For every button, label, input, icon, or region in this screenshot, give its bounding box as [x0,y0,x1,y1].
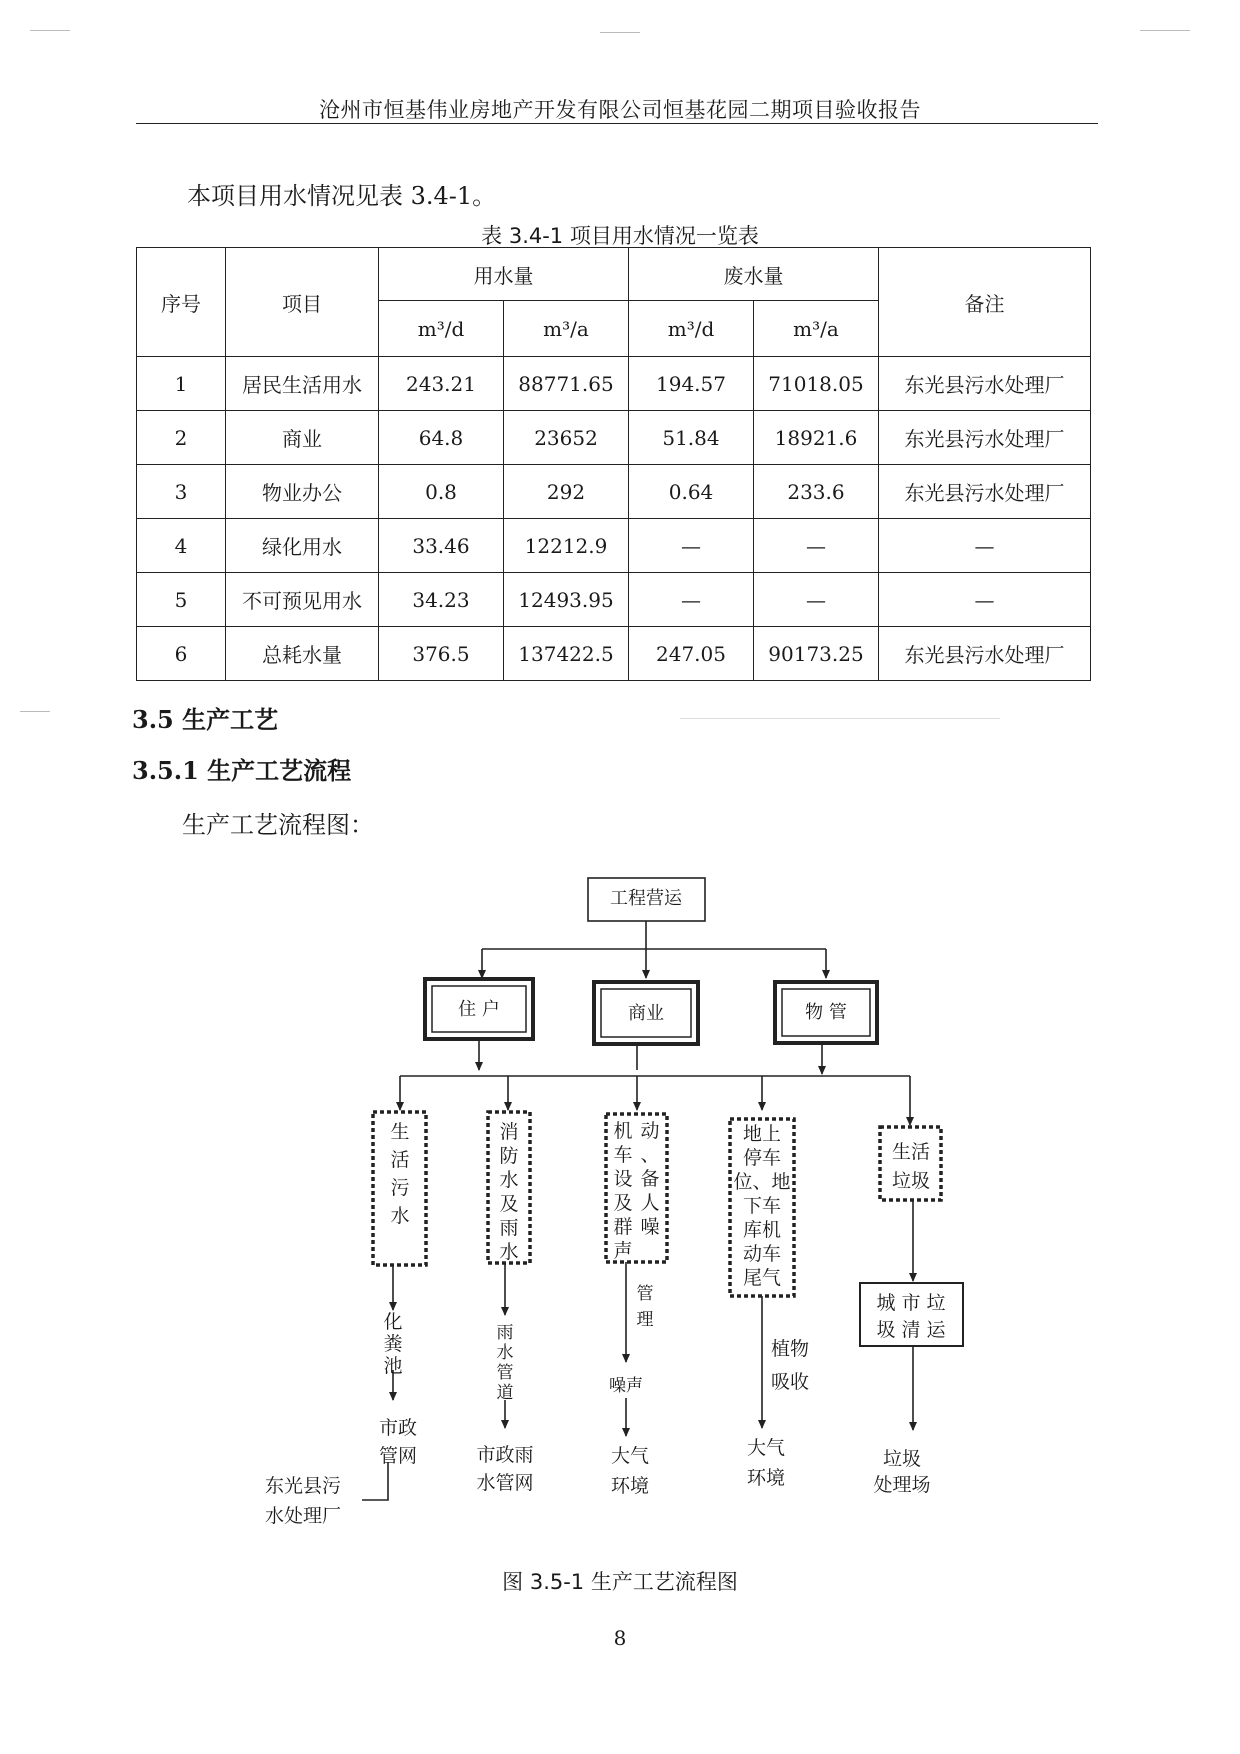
cell-waste-day: 51.84 [629,411,754,465]
source-text: 地上 [742,1123,782,1145]
header-no: 序号 [137,248,226,357]
table-row [137,357,1091,411]
header-remark: 备注 [879,248,1091,357]
step-text: 粪 [383,1333,403,1355]
flowchart-intro: 生产工艺流程图： [182,811,374,839]
cell-item: 绿化用水 [226,519,379,573]
dest-text: 市政 [378,1417,418,1439]
cell-waste-day: — [629,573,754,627]
step-text: 管 [496,1363,514,1383]
residents-label: 住 户 [458,999,500,1020]
dest-text: 垃圾 [882,1448,922,1470]
cell-no: 2 [137,411,226,465]
dest-text: 市政雨 [476,1444,534,1466]
cell-waste-day: 194.57 [629,357,754,411]
cell-waste-year: — [754,573,879,627]
scan-mark [600,32,640,33]
source-text: 及 [499,1193,519,1215]
source-text: 位、地 [733,1171,791,1193]
scan-mark [680,718,1000,719]
source-text: 设 [613,1168,633,1190]
step-text: 池 [383,1355,403,1377]
source-text: 机 [613,1120,633,1142]
table-row [137,519,1091,573]
cell-remark: 东光县污水处理厂 [879,411,1091,465]
step-text: 圾 清 运 [876,1319,946,1341]
step-text: 植物 [770,1338,810,1360]
scan-mark [20,711,50,712]
step-text: 雨 [496,1323,514,1343]
cell-use-day: 376.5 [379,627,504,681]
section-heading-3-5: 3.5 生产工艺 [132,705,279,734]
step-text: 管 [636,1284,654,1304]
source-text: 噪 [640,1216,660,1238]
source-text: 备 [640,1168,660,1190]
root-label: 工程营运 [610,888,682,909]
source-text: 群 [613,1216,633,1238]
cell-use-year: 88771.65 [504,357,629,411]
dest-text: 东光县污 [264,1475,342,1497]
cell-use-day: 243.21 [379,357,504,411]
source-text: 车 [613,1144,633,1166]
source-text: 声 [613,1240,633,1262]
intro-paragraph: 本项目用水情况见表 3.4-1。 [187,182,497,210]
table-row [137,627,1091,681]
cell-no: 4 [137,519,226,573]
source-text: 垃圾 [891,1170,931,1192]
cell-use-day: 34.23 [379,573,504,627]
cell-waste-year: 18921.6 [754,411,879,465]
cell-remark: — [879,519,1091,573]
cell-remark: 东光县污水处理厂 [879,627,1091,681]
header-water-use: 用水量 [379,248,629,301]
cell-waste-day: — [629,519,754,573]
cell-item: 物业办公 [226,465,379,519]
step-text: 道 [496,1383,514,1403]
cell-no: 3 [137,465,226,519]
source-text: 防 [499,1145,519,1167]
cell-waste-year: 233.6 [754,465,879,519]
dest-text: 处理场 [873,1474,931,1496]
cell-use-year: 23652 [504,411,629,465]
dest-text: 大气 [610,1445,650,1467]
source-text: 、 [640,1144,660,1166]
mid-text: 噪声 [609,1376,643,1396]
cell-use-day: 0.8 [379,465,504,519]
source-text: 动车 [742,1243,782,1265]
cell-waste-day: 247.05 [629,627,754,681]
cell-use-year: 12493.95 [504,573,629,627]
scan-mark [1140,30,1190,31]
header-unit-day: m³/d [379,301,504,357]
source-text: 水 [499,1241,519,1263]
water-use-table [136,247,1091,681]
cell-use-year: 292 [504,465,629,519]
source-text: 活 [390,1149,410,1171]
commerce-label: 商业 [628,1003,664,1024]
source-text: 动 [640,1120,660,1142]
step-text: 化 [383,1311,403,1333]
cell-no: 1 [137,357,226,411]
step-text: 理 [636,1310,654,1330]
page-number: 8 [613,1626,627,1650]
source-text: 生 [390,1121,410,1143]
cell-item: 商业 [226,411,379,465]
section-heading-3-5-1: 3.5.1 生产工艺流程 [132,756,352,785]
cell-remark: 东光县污水处理厂 [879,357,1091,411]
source-text: 及 [613,1192,633,1214]
header-unit-year: m³/a [754,301,879,357]
step-text: 城 市 垃 [876,1292,946,1314]
table-row [137,573,1091,627]
cell-use-day: 33.46 [379,519,504,573]
source-text: 人 [640,1192,660,1214]
cell-waste-year: 71018.05 [754,357,879,411]
cell-waste-year: — [754,519,879,573]
cell-item: 总耗水量 [226,627,379,681]
dest-text: 大气 [746,1437,786,1459]
cell-waste-year: 90173.25 [754,627,879,681]
table-row [137,465,1091,519]
source-text: 生活 [891,1141,931,1163]
cell-no: 5 [137,573,226,627]
figure-caption: 图 3.5-1 生产工艺流程图 [502,1570,738,1594]
cell-waste-day: 0.64 [629,465,754,519]
cell-use-day: 64.8 [379,411,504,465]
cell-remark: 东光县污水处理厂 [879,465,1091,519]
cell-use-year: 137422.5 [504,627,629,681]
header-rule [136,123,1098,124]
cell-no: 6 [137,627,226,681]
cell-item: 不可预见用水 [226,573,379,627]
header-item: 项目 [226,248,379,357]
source-text: 雨 [499,1217,519,1239]
header-waste-water: 废水量 [629,248,879,301]
header-unit-year: m³/a [504,301,629,357]
cell-remark: — [879,573,1091,627]
step-text: 吸收 [770,1371,810,1393]
source-text: 水 [390,1205,410,1227]
table-row [137,411,1091,465]
source-text: 库机 [742,1219,782,1241]
source-text: 水 [499,1169,519,1191]
dest-text: 管网 [378,1445,418,1467]
source-text: 尾气 [742,1267,782,1289]
source-text: 消 [499,1121,519,1143]
source-text: 污 [390,1177,410,1199]
source-text: 停车 [742,1147,782,1169]
dest-text: 环境 [746,1467,786,1489]
step-text: 水 [496,1343,514,1363]
process-flowchart [0,860,1240,1560]
cell-use-year: 12212.9 [504,519,629,573]
dest-text: 环境 [610,1475,650,1497]
table-caption: 表 3.4-1 项目用水情况一览表 [481,224,759,248]
header-unit-day: m³/d [629,301,754,357]
source-text: 下车 [742,1195,782,1217]
dest-text: 水处理厂 [264,1505,342,1527]
running-header: 沧州市恒基伟业房地产开发有限公司恒基花园二期项目验收报告 [319,98,921,122]
scan-mark [30,30,70,31]
dest-text: 水管网 [476,1472,534,1494]
cell-item: 居民生活用水 [226,357,379,411]
property-label: 物 管 [805,1002,847,1023]
